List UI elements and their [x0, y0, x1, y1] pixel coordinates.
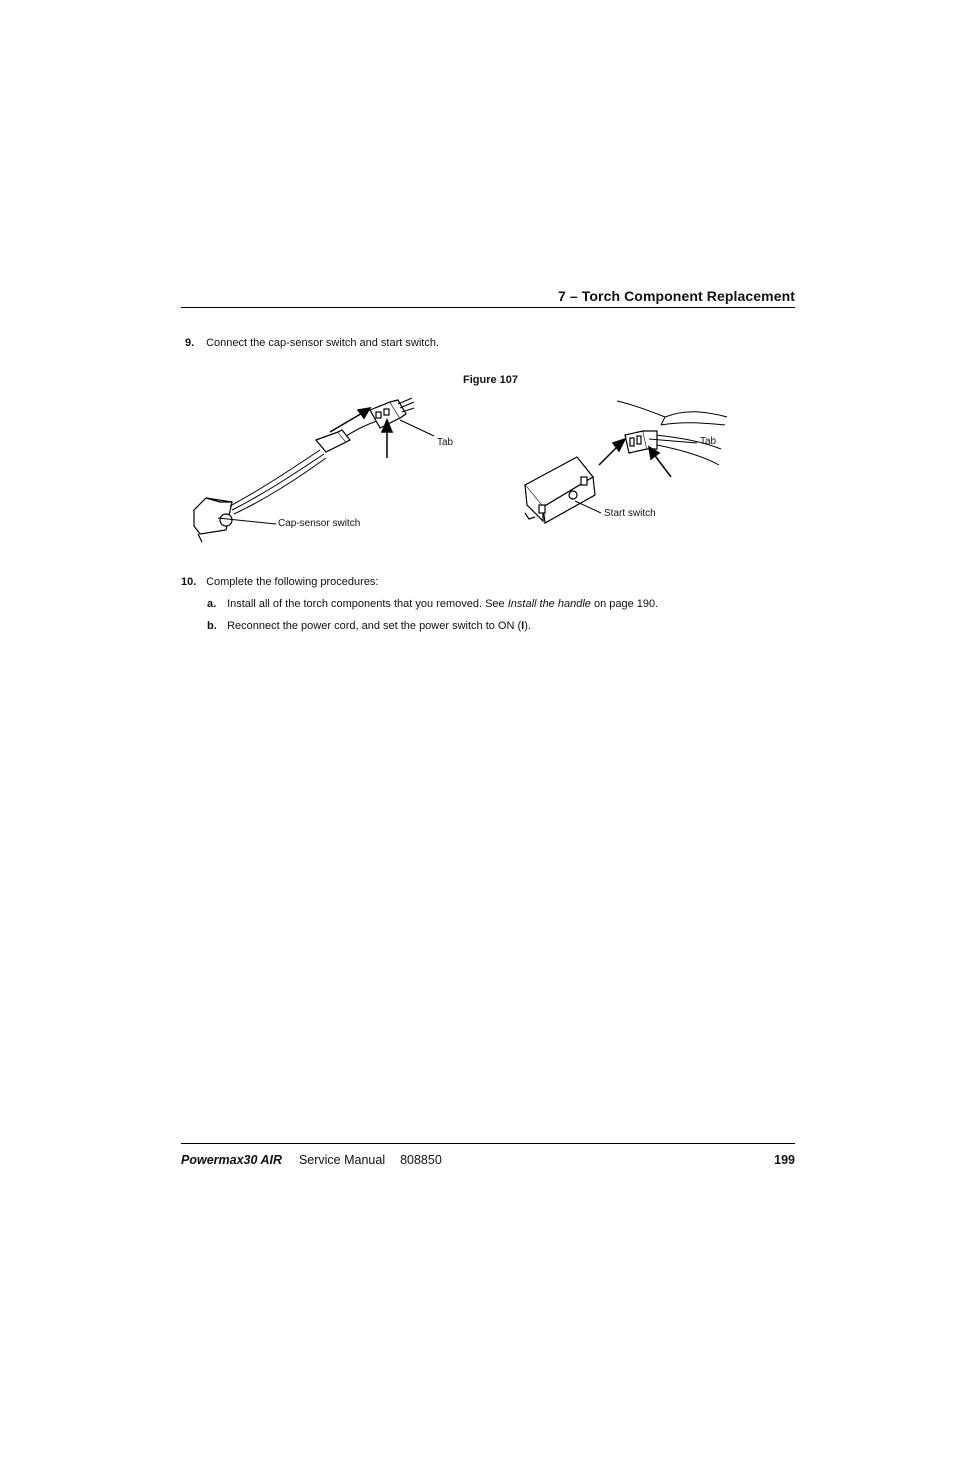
substep-letter: a.: [207, 598, 217, 610]
header-rule: [181, 307, 795, 308]
substep-text-end: ).: [524, 620, 531, 632]
figure-title: Figure 107: [463, 374, 519, 386]
footer-product: [181, 1153, 442, 1167]
step-10: [181, 575, 379, 589]
product-name: Powermax30 AIR: [181, 1153, 282, 1167]
tab-leader-line: [400, 420, 434, 436]
callout-start-switch: Start switch: [604, 508, 656, 519]
part-number: 808850: [400, 1153, 442, 1167]
chapter-title: 7 – Torch Component Replacement: [558, 288, 795, 304]
substep-b: [207, 619, 531, 633]
substep-text-end: on page 190.: [590, 598, 659, 610]
substep-a: [207, 597, 658, 611]
switch-position: I: [521, 620, 525, 632]
start-switch-leader-line: [575, 501, 601, 513]
step-number: 9.: [185, 337, 195, 349]
substep-text: Reconnect the power cord, and set the power switch to ON (: [227, 620, 522, 632]
step-9: [185, 336, 439, 350]
step-number: 10.: [181, 576, 197, 588]
manual-name: Service Manual: [298, 1153, 386, 1167]
arrow-icon: [330, 408, 370, 432]
cap-sensor-wires: [230, 420, 380, 514]
arrow-icon: [649, 447, 671, 477]
cross-reference-link[interactable]: Install the handle: [507, 598, 591, 610]
callout-left-tab: Tab: [437, 437, 454, 448]
inline-connector: [316, 430, 350, 452]
page-number: 199: [774, 1153, 795, 1167]
callout-cap-sensor-switch: Cap-sensor switch: [278, 518, 361, 529]
start-switch-body: [525, 457, 595, 523]
step-text: Complete the following procedures:: [206, 576, 379, 588]
footer-rule: [181, 1143, 795, 1144]
arrow-icon: [599, 439, 625, 465]
step-text: Connect the cap-sensor switch and start switch.: [206, 337, 440, 349]
substep-text: Install all of the torch components that you removed. See: [227, 598, 508, 610]
substep-letter: b.: [207, 620, 217, 632]
cap-sensor-switch-body: [194, 498, 232, 542]
callout-right-tab: Tab: [700, 436, 717, 447]
